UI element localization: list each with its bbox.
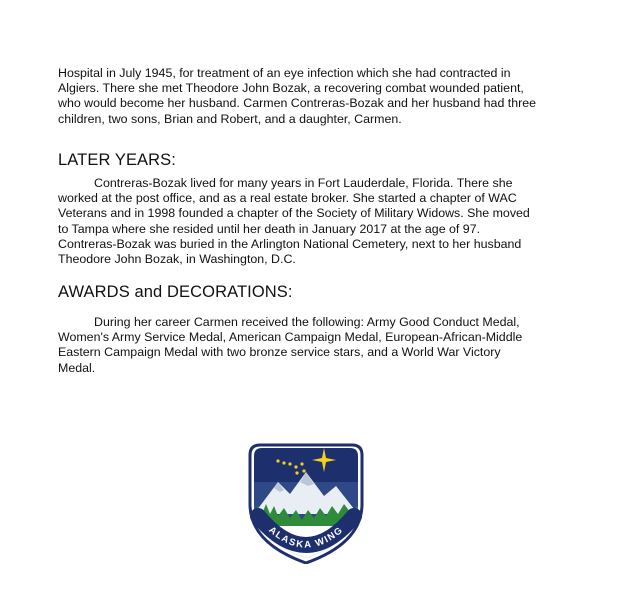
- intro-line: Hospital in July 1945, for treatment of an eye infection which she had contracted in: [58, 66, 511, 80]
- awards-line: Medal.: [58, 360, 96, 375]
- intro-line: children, two sons, Brian and Robert, and a daughter, Carmen.: [58, 111, 402, 126]
- intro-line: Algiers. There she met Theodore John Bozak, a recovering combat wounded patient,: [58, 81, 524, 96]
- awards-line: During her career Carmen received the following: Army Good Conduct Medal,: [94, 315, 520, 329]
- awards-paragraph: [58, 315, 558, 376]
- later-years-line: worked at the post office, and as a real estate broker. She started a chapter of WAC: [58, 191, 517, 206]
- later-years-line: Theodore John Bozak, in Washington, D.C.: [58, 252, 296, 267]
- intro-line: who would become her husband. Carmen Contreras-Bozak and her husband had three: [58, 96, 537, 111]
- later-years-heading: LATER YEARS:: [58, 151, 176, 169]
- awards-heading: AWARDS and DECORATIONS:: [58, 283, 293, 301]
- later-years-line: to Tampa where she resided until her death in January 2017 at the age of 97.: [58, 221, 481, 236]
- later-years-line: Contreras-Bozak lived for many years in Fort Lauderdale, Florida. There she: [94, 176, 513, 190]
- emblem-label: ALASKA WING: [266, 524, 346, 551]
- awards-line: Eastern Campaign Medal with two bronze service stars, and a World War Victory: [58, 345, 501, 360]
- later-years-line: Veterans and in 1998 founded a chapter of the Society of Military Widows. She moved: [58, 206, 530, 221]
- alaska-wing-emblem: [244, 442, 368, 564]
- intro-paragraph: [58, 66, 558, 127]
- later-years-line: Contreras-Bozak was buried in the Arlington National Cemetery, next to her husband: [58, 236, 522, 251]
- awards-line: Women's Army Service Medal, American Campaign Medal, European-African-Middle: [58, 330, 523, 345]
- later-years-paragraph: [58, 176, 558, 267]
